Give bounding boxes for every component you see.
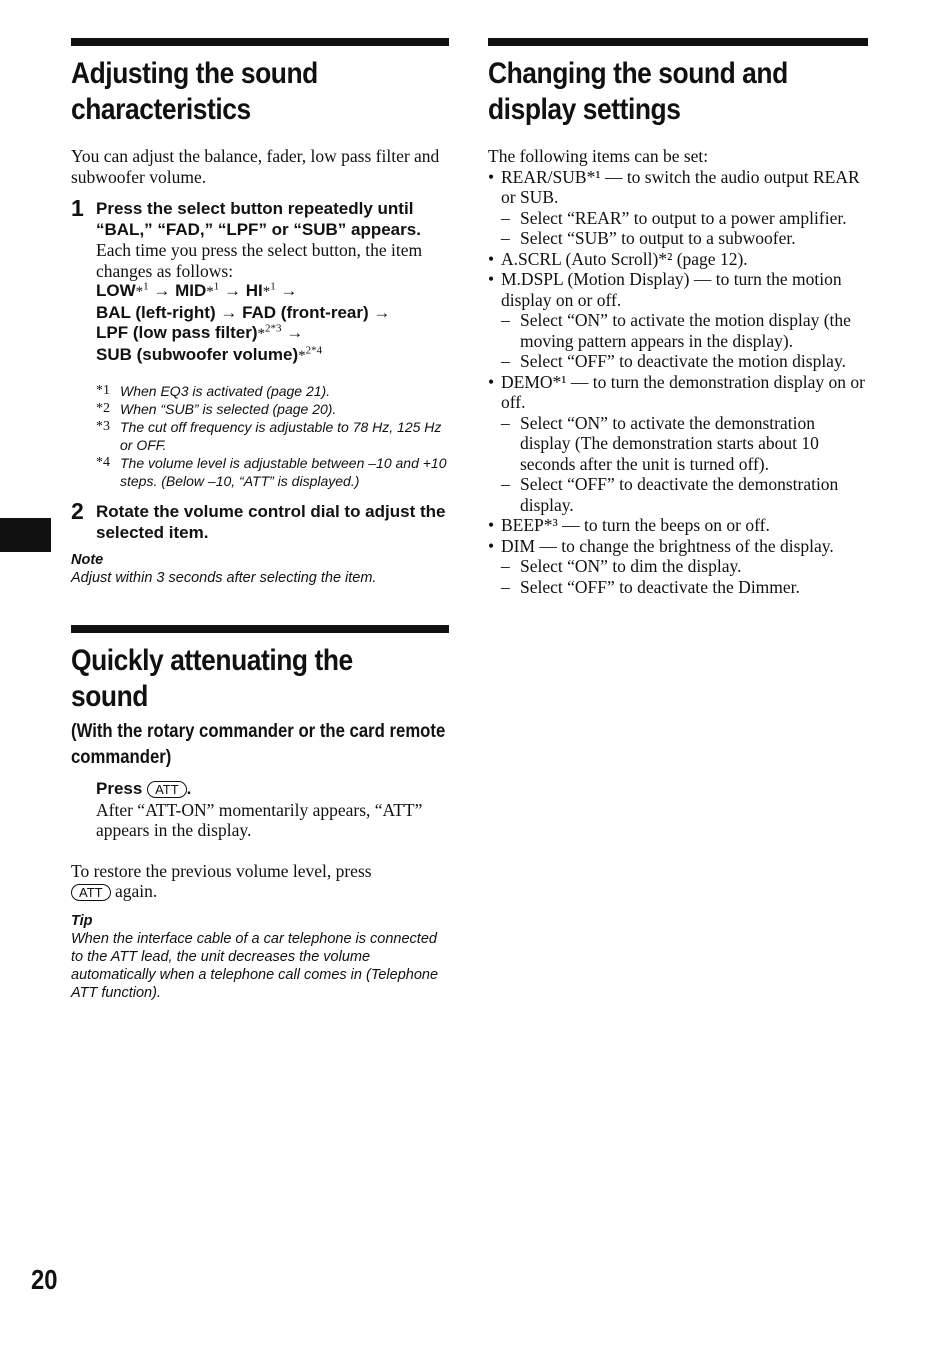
tip-heading: Tip (71, 912, 93, 929)
bullet-icon: • (488, 371, 495, 392)
list-item (488, 249, 868, 270)
restore-text: To restore the previous volume level, press (71, 860, 372, 881)
footnote-star: * (135, 284, 144, 300)
footnote-ref: 1 (143, 280, 149, 293)
footnote-text: The volume level is adjustable between –10 and +10 steps. (Below –10, “ATT” is displayed.) (120, 455, 447, 489)
sub-item-text: Select “REAR” to output to a power amplifier. (520, 207, 847, 228)
item-text: REAR/SUB*¹ — to switch the audio output REAR or SUB. (501, 166, 860, 207)
tip-box (71, 912, 449, 1002)
sub-item-text: Select “OFF” to deactivate the demonstration display. (520, 474, 839, 515)
sub-item-text: Select “ON” to dim the display. (520, 556, 742, 576)
list-item (488, 269, 868, 310)
sub-item (488, 351, 868, 372)
sub-item (488, 577, 868, 598)
press-instruction (96, 779, 449, 800)
arrow-icon: → (153, 281, 171, 300)
footnote-ref: 2*4 (305, 343, 323, 356)
item-text: DEMO*¹ — to turn the demonstration display on or off. (501, 371, 865, 412)
item-text: BEEP*³ — to turn the beeps on or off. (501, 515, 770, 535)
footnote-mark: *3 (96, 419, 110, 434)
list-item (488, 167, 868, 208)
tip-text: When the interface cable of a car telephone is connected to the ATT lead, the unit decreases the volume automatically when a telephone call comes in (Telephone ATT function). (71, 930, 439, 1001)
footnote-text: The cut off frequency is adjustable to 78 Hz, 125 Hz or OFF. (120, 419, 442, 453)
bullet-icon: • (488, 535, 495, 556)
seq-low: LOW (96, 281, 136, 300)
seq-hi: HI (245, 281, 263, 300)
section-rule (488, 38, 868, 46)
footnote (71, 418, 449, 454)
note-text: Adjust within 3 seconds after selecting the item. (71, 570, 377, 586)
sub-item-text: Select “OFF” to deactivate the motion display. (520, 351, 846, 371)
restore-text: again. (114, 881, 158, 901)
seq-bal: BAL (left-right) (96, 302, 216, 322)
footnote-star: * (262, 284, 271, 300)
seq-fad: FAD (front-rear) (242, 302, 369, 322)
section-rule (71, 38, 449, 46)
title-line: Adjusting the sound (71, 57, 318, 90)
step-body: Each time you press the select button, the item changes as follows: (96, 240, 423, 281)
right-column (488, 38, 868, 597)
title-line: display settings (488, 93, 681, 126)
sub-item (488, 310, 868, 351)
footnote-star: * (257, 326, 266, 342)
sub-item-text: Select “ON” to activate the demonstration display (The demonstration starts about 10 seconds after the unit is turned off). (520, 412, 819, 474)
sub-item-text: Select “OFF” to deactivate the Dimmer. (520, 576, 800, 597)
title-line: Changing the sound and (488, 57, 788, 90)
note-heading: Note (71, 552, 104, 568)
step-1 (71, 195, 449, 366)
arrow-icon: → (373, 302, 391, 322)
list-item (488, 536, 868, 557)
section-title-attenuating-sound (71, 643, 450, 715)
sub-item (488, 228, 868, 249)
att-button-icon: ATT (147, 781, 187, 798)
intro-line: The following items can be set: (488, 146, 709, 166)
arrow-icon: → (286, 323, 304, 342)
footnote-mark: *1 (96, 383, 110, 398)
left-column (71, 38, 449, 1002)
restore-paragraph (71, 861, 449, 902)
sub-item (488, 474, 868, 515)
title-line: characteristics (71, 93, 251, 126)
list-item (488, 515, 868, 536)
footnote-mark: *2 (96, 401, 110, 416)
sub-item-text: Select “SUB” to output to a subwoofer. (520, 228, 796, 248)
dash-icon: – (501, 310, 510, 330)
seq-mid: MID (175, 281, 207, 300)
dash-icon: – (501, 412, 510, 433)
dash-icon: – (501, 576, 510, 597)
press-label: Press (96, 779, 143, 798)
dash-icon: – (501, 351, 510, 371)
seq-lpf: LPF (low pass filter) (96, 323, 258, 342)
footnote (71, 382, 449, 400)
footnote-ref: 1 (213, 280, 220, 293)
settings-list (488, 146, 868, 597)
footnote (71, 454, 449, 490)
period: . (186, 779, 192, 798)
step-title: Press the select button repeatedly until “BAL,” “FAD,” “LPF” or “SUB” appears. (96, 199, 421, 239)
seq-sub: SUB (subwoofer volume) (96, 344, 299, 364)
dash-icon: – (501, 556, 510, 576)
section-rule (71, 625, 449, 633)
item-text: A.SCRL (Auto Scroll)*² (page 12). (501, 248, 748, 269)
section-tab-marker (0, 518, 51, 552)
title-line: sound (71, 680, 148, 713)
arrow-icon: → (224, 281, 242, 300)
bullet-icon: • (488, 269, 495, 289)
footnote-star: * (206, 284, 214, 300)
page-number: 20 (31, 1264, 58, 1295)
bullet-icon: • (488, 515, 495, 535)
item-text: M.DSPL (Motion Display) — to turn the motion display on or off. (501, 269, 842, 310)
section-subtitle: (With the rotary commander or the card remote commander) (71, 721, 446, 768)
footnote-star: * (298, 347, 306, 364)
bullet-icon: • (488, 248, 495, 269)
att-button-icon: ATT (71, 884, 111, 901)
dash-icon: – (501, 228, 510, 248)
bullet-icon: • (488, 166, 495, 187)
footnote-ref: 1 (270, 280, 276, 293)
sub-item (488, 413, 868, 475)
item-sequence (96, 281, 449, 366)
section-title-changing-settings (488, 56, 869, 128)
footnote-text: When “SUB” is selected (page 20). (120, 401, 337, 417)
footnote-list (71, 382, 449, 490)
section-title-adjusting-sound (71, 56, 450, 128)
sub-item (488, 208, 868, 229)
sub-item-text: Select “ON” to activate the motion display (the moving pattern appears in the display). (520, 310, 851, 351)
dash-icon: – (501, 474, 510, 494)
footnote-text: When EQ3 is activated (page 21). (120, 383, 331, 399)
press-result: After “ATT-ON” momentarily appears, “ATT” appears in the display. (96, 799, 423, 840)
footnote-mark: *4 (96, 455, 110, 470)
dash-icon: – (501, 207, 510, 228)
step-2 (71, 498, 449, 543)
press-att-step (71, 779, 449, 841)
item-text: DIM — to change the brightness of the display. (501, 535, 834, 556)
intro-paragraph: You can adjust the balance, fader, low pass filter and subwoofer volume. (71, 146, 440, 187)
list-item (488, 372, 868, 413)
footnote (71, 400, 449, 418)
sub-item (488, 556, 868, 577)
note-box (71, 551, 449, 587)
arrow-icon: → (280, 281, 298, 300)
step-number: 2 (71, 498, 84, 524)
title-line: Quickly attenuating the (71, 644, 353, 677)
footnote-ref: 2*3 (265, 322, 282, 335)
step-number: 1 (71, 195, 84, 221)
arrow-icon: → (220, 302, 238, 322)
step-title: Rotate the volume control dial to adjust the selected item. (96, 502, 446, 542)
